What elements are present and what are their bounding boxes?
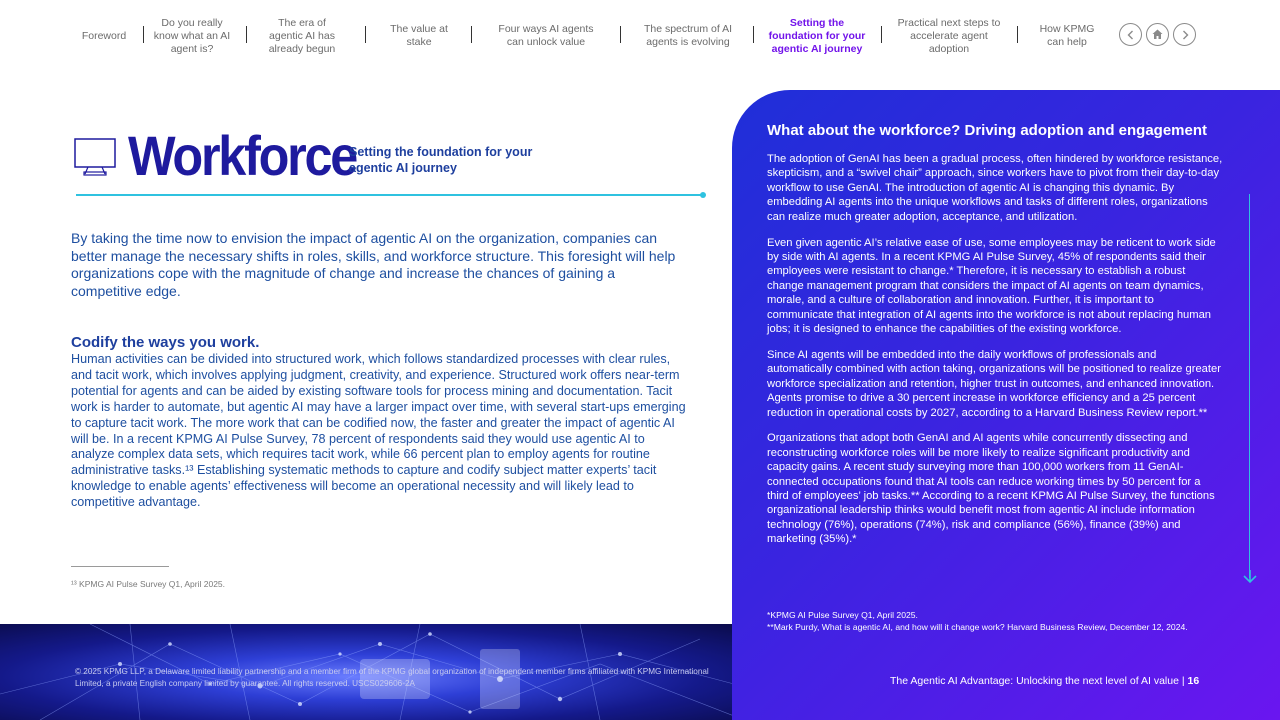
nav-divider [1017,26,1018,43]
top-navigation [0,0,1280,70]
document-title: The Agentic AI Advantage: Unlocking the next level of AI value | [890,675,1185,687]
panel-paragraph: Even given agentic AI’s relative ease of use, some employees may be reticent to work side by side with AI agents. In a recent KPMG AI Pulse Survey, 45% of respondents said their employees were resistant to change.* Therefore, it is necessary to establish a robust change management program that considers the impact of AI agents on team dynamics, morale, and a culture of collaboration and innovation. Further, it is important to communicate that integration of AI agents into the workforce is not about replacing human jobs; it is designed to enhance the capabilities of the existing workforce. [767,236,1216,335]
panel-footnote: **Mark Purdy, What is agentic AI, and how will it change work? Harvard Business Review, December 12, 2024. [767,622,1188,633]
nav-divider [246,26,247,43]
home-icon [1151,28,1164,41]
nav-item-four-ways[interactable]: Four ways AI agents can unlock value [498,23,594,48]
nav-divider [365,26,366,43]
copyright-notice: © 2025 KPMG LLP, a Delaware limited liability partnership and a member firm of the KPMG global organization of independent member firms affiliated with KPMG International Limited, a private English company limited by guarantee. All rights reserved. USCS029606-2A [75,667,709,688]
page-footer [890,675,1199,687]
nav-divider [753,26,754,43]
section-body: Human activities can be divided into structured work, which follows standardized processes with clear rules, and tacit work, which involves applying judgment, creativity, and experience. Structured work offers near-term potential for agents and can be aided by existing software tools for process mining and documentation. Tacit work is harder to automate, but agentic AI may have a larger impact over time, with several start-ups emerging to capture tacit work. The more work that can be codified now, the faster and greater the impact of agentic AI will be. In a recent KPMG AI Pulse Survey, 78 percent of respondents said they would use agentic AI to analyze complex data sets, which requires tacit work, while 66 percent plan to employ agents for routine administrative tasks.¹³ Establishing systematic methods to capture and codify subject matter experts’ tacit knowledge to enable agents’ effectiveness will become an operational necessity and will likely lead to competitive advantage. [71,352,686,510]
page-title: Workforce [128,124,357,187]
panel-paragraph: Since AI agents will be embedded into the daily workflows of professionals and automatically combined with action taking, organizations will be positioned to realize greater workforce specialization and retention, higher trust in outcomes, and enhanced innovation. Agents promise to drive a 30 percent increase in workforce efficiency and a 25 percent reduction in operational costs by 2027, according to a Harvard Business Review report.** [767,348,1221,419]
nav-item-practical-next-steps[interactable]: Practical next steps to accelerate agent adoption [897,16,1001,55]
footnote-divider [71,566,169,567]
scroll-indicator-line [1249,194,1250,578]
chevron-left-icon [1125,29,1137,41]
nav-item-spectrum[interactable]: The spectrum of AI agents is evolving [643,23,733,48]
nav-item-how-kpmg-can-help[interactable]: How KPMG can help [1039,23,1095,48]
nav-item-era-of-agentic-ai[interactable]: The era of agentic AI has already begun [268,16,336,55]
home-button[interactable] [1146,23,1169,46]
nav-divider [471,26,472,43]
nav-divider [881,26,882,43]
panel-paragraph: The adoption of GenAI has been a gradual process, often hindered by workforce resistance, skepticism, and a “swivel chair” approach, since workers have to pivot from their day-to-day workflow to use GenAI. The introduction of agentic AI is changing this dynamic. By embedding AI agents into the unique workflows and tasks of different roles, organizations can realize much greater adoption, acceptance, and utilization. [767,153,1223,223]
nav-item-setting-the-foundation[interactable]: Setting the foundation for your agentic AI journey [768,16,866,55]
chevron-right-icon [1179,29,1191,41]
section-heading: Codify the ways you work. [71,334,260,351]
arrow-down-icon [1242,570,1258,584]
panel-heading: What about the workforce? Driving adoption and engagement [767,122,1208,139]
title-divider [76,194,704,196]
workforce-sidebar-panel [732,90,1280,720]
panel-body [767,152,1223,558]
nav-divider [143,26,144,43]
nav-item-foreword[interactable]: Foreword [81,29,127,42]
title-divider-dot [700,192,706,198]
page-subtitle: Setting the foundation for your agentic AI journey [349,145,533,175]
previous-page-button[interactable] [1119,23,1142,46]
monitor-icon [74,138,116,178]
footnote: ¹³ KPMG AI Pulse Survey Q1, April 2025. [71,579,226,589]
panel-paragraph: Organizations that adopt both GenAI and AI agents while concurrently dissecting and reconstructing workforce roles will be more likely to realize significant productivity and capacity gains. A recent study surveying more than 100,000 workers from 11 GenAI-connected occupations found that AI tools can reduce working times by 50 percent for a third of employees’ job tasks.** According to a recent KPMG AI Pulse Survey, the functions organizational leadership thinks would benefit most from agentic AI include information technology (76%), operations (74%), risk and compliance (56%), finance (39%) and marketing (35%).* [767,432,1215,546]
intro-paragraph: By taking the time now to envision the impact of agentic AI on the organization, companies can better manage the necessary shifts in roles, skills, and workforce structure. This foresight will help organizations cope with the magnitude of change and increase the chances of gaining a competitive edge. [71,230,676,299]
panel-footnotes [767,609,1188,634]
nav-item-value-at-stake[interactable]: The value at stake [390,23,448,48]
page-number: 16 [1187,675,1200,687]
next-page-button[interactable] [1173,23,1196,46]
nav-item-ai-agent-definition[interactable]: Do you really know what an AI agent is? [153,16,231,55]
panel-footnote: *KPMG AI Pulse Survey Q1, April 2025. [767,610,918,620]
nav-divider [620,26,621,43]
